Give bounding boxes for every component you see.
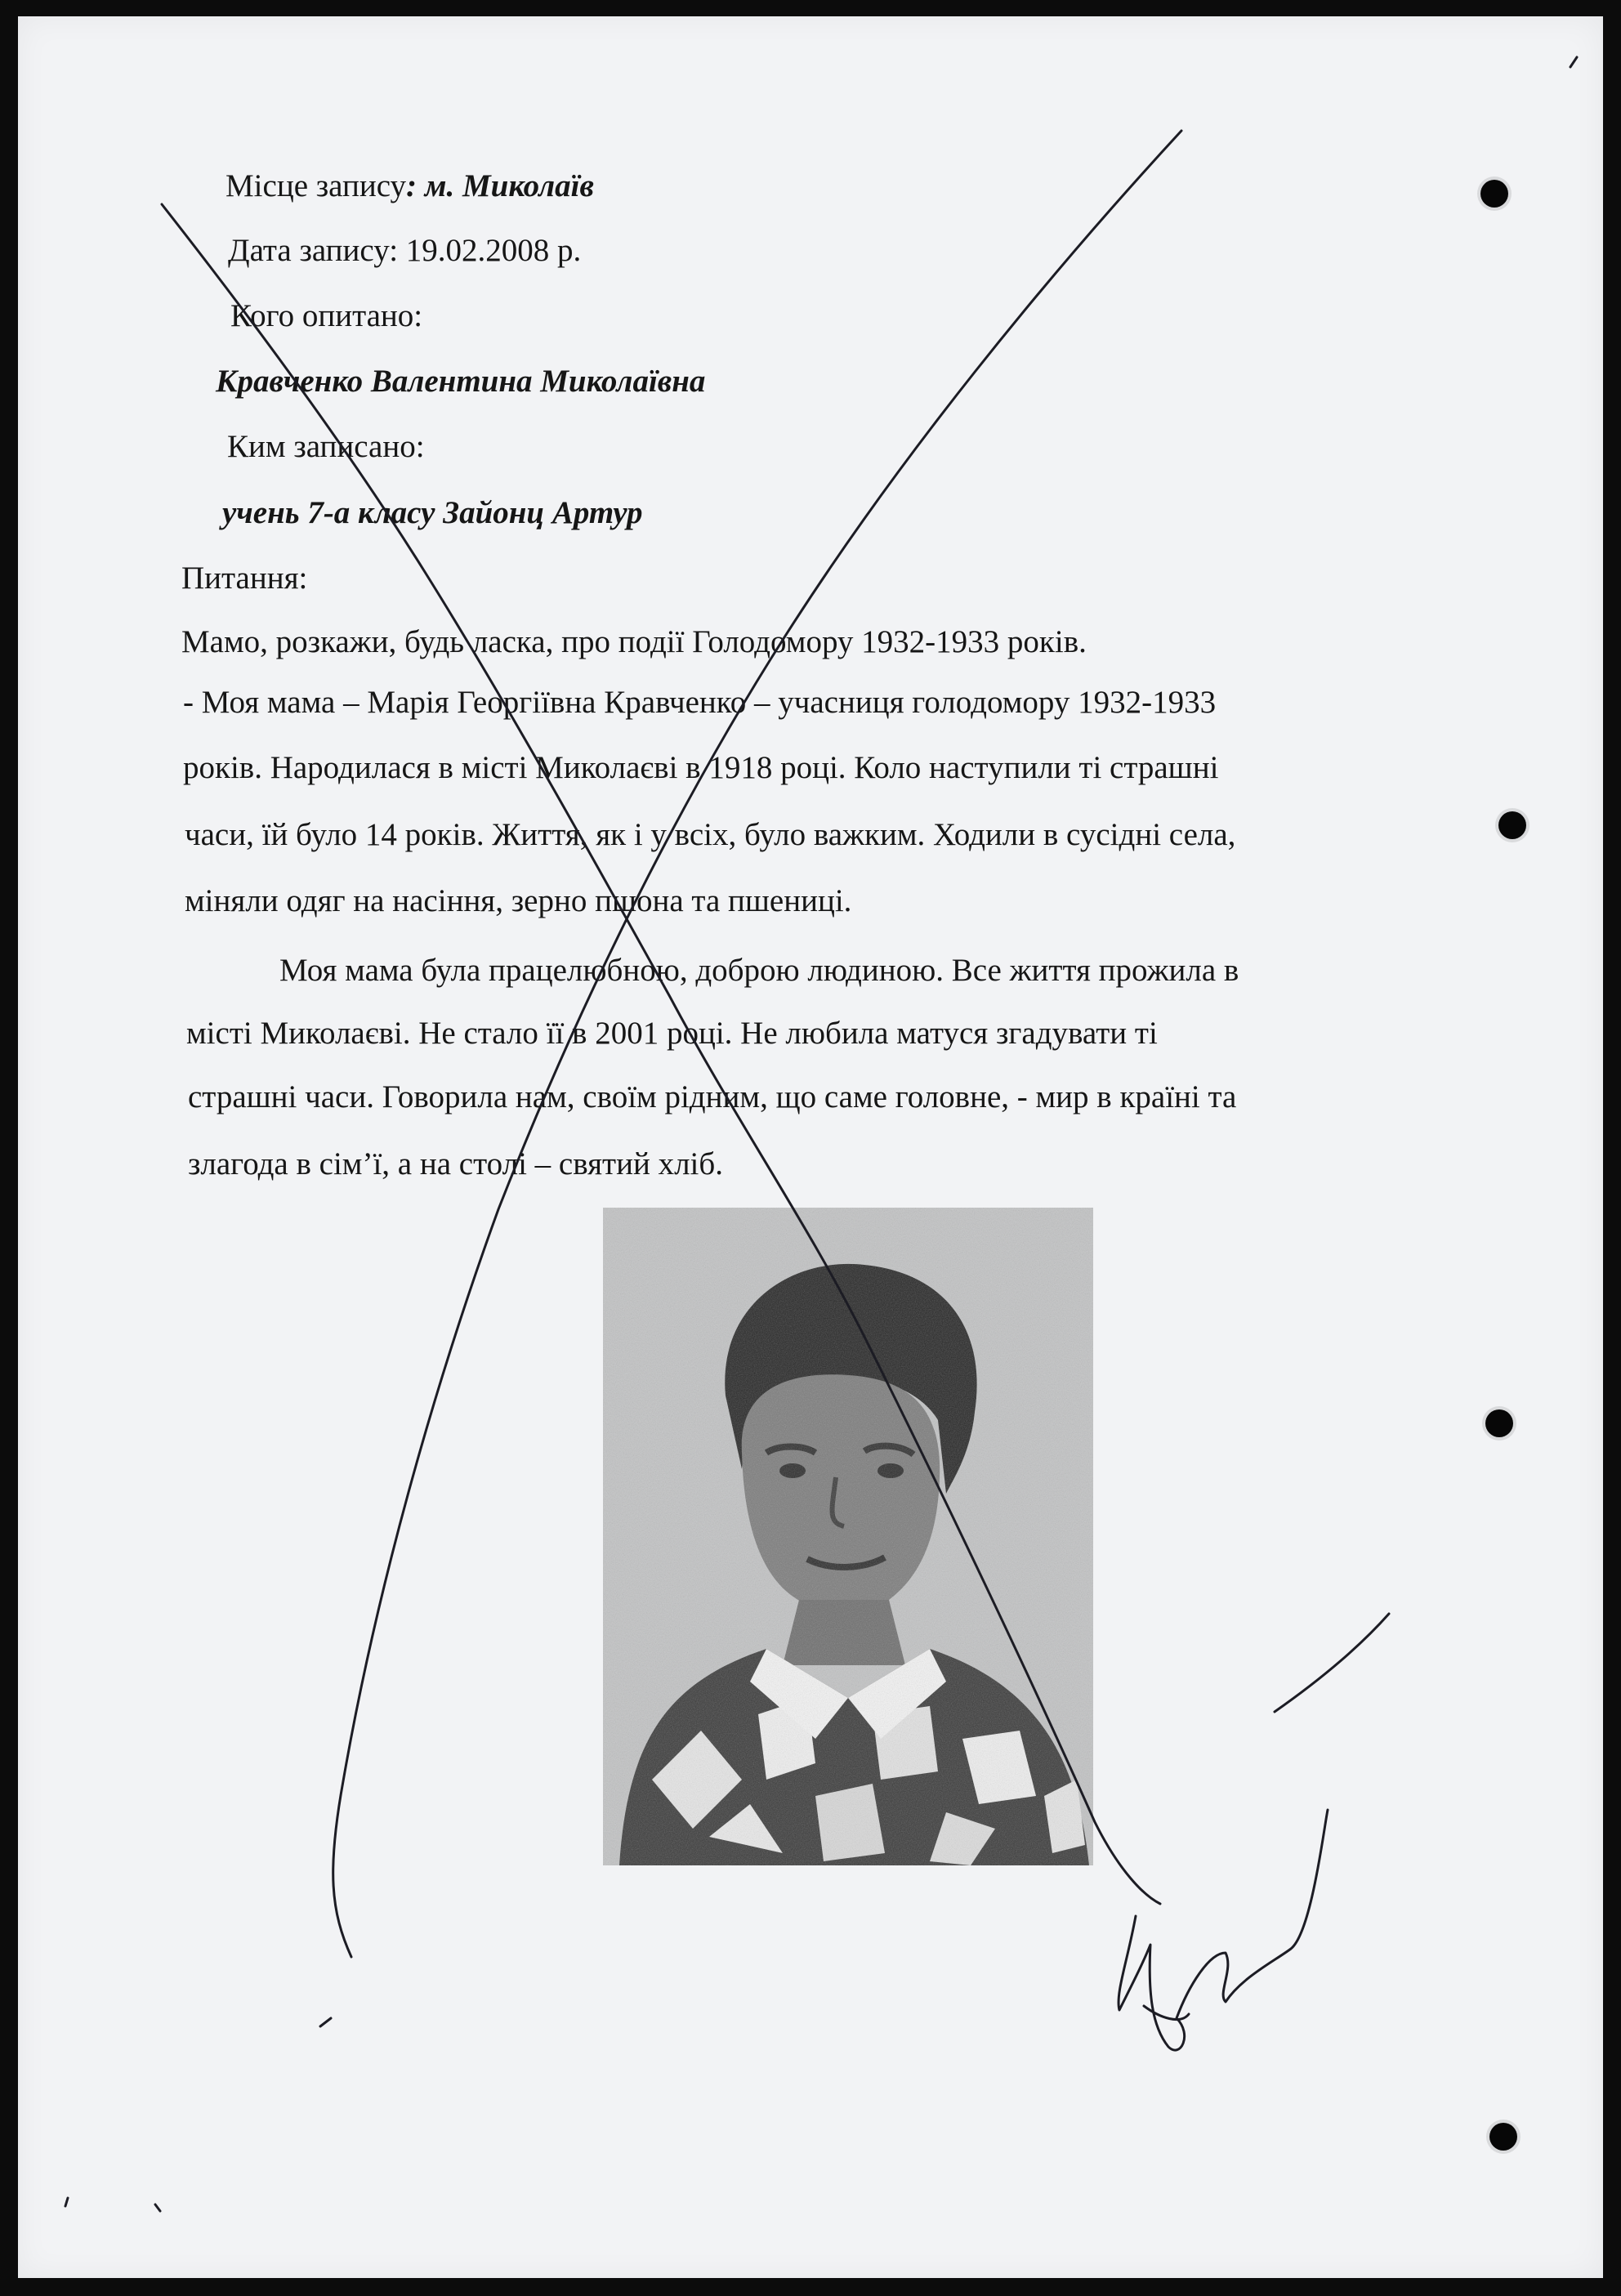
answer-line: років. Народилася в місті Миколаєві в 1918 році. Коло наступили ті страшні (183, 750, 1219, 785)
question-label: Питання: (181, 561, 308, 596)
answer-line: Моя мама була працелюбною, доброю людиною. Все життя прожила в (279, 953, 1239, 988)
handwritten-signature-icon (1119, 1810, 1328, 2050)
cross-out-mark-icon (333, 131, 1181, 1957)
record-date: Дата запису: 19.02.2008 р. (228, 233, 582, 268)
answer-line: злагода в сім’ї, а на столі – святий хліб. (188, 1146, 723, 1182)
record-place-value: : м. Миколаїв (406, 168, 594, 203)
question-text: Мамо, розкажи, будь ласка, про події Голодомору 1932-1933 років. (181, 624, 1087, 659)
cross-out-mark-icon (162, 204, 1160, 1904)
interviewee-label: Кого опитано: (230, 298, 423, 333)
recorder-label: Ким записано: (227, 429, 425, 464)
answer-line: страшні часи. Говорила нам, своїм рідним, що саме головне, - мир в країні та (188, 1079, 1237, 1114)
handwritten-signature-icon (1275, 1614, 1389, 1712)
answer-line: міняли одяг на насіння, зерно пшона та пшениці. (185, 883, 852, 918)
answer-line: - Моя мама – Марія Георгіївна Кравченко – учасниця голодомору 1932-1933 (183, 685, 1217, 720)
record-place-label: Місце запису (226, 168, 406, 203)
answer-line: часи, їй було 14 років. Життя, як і у всіх, було важким. Ходили в сусідні села, (185, 817, 1236, 852)
recorder-name: учень 7-а класу Зайонц Артур (222, 495, 643, 530)
answer-line: місті Миколаєві. Не стало її в 2001 році. Не любила матуся згадувати ті (186, 1016, 1158, 1051)
interviewee-name: Кравченко Валентина Миколаївна (216, 364, 706, 399)
